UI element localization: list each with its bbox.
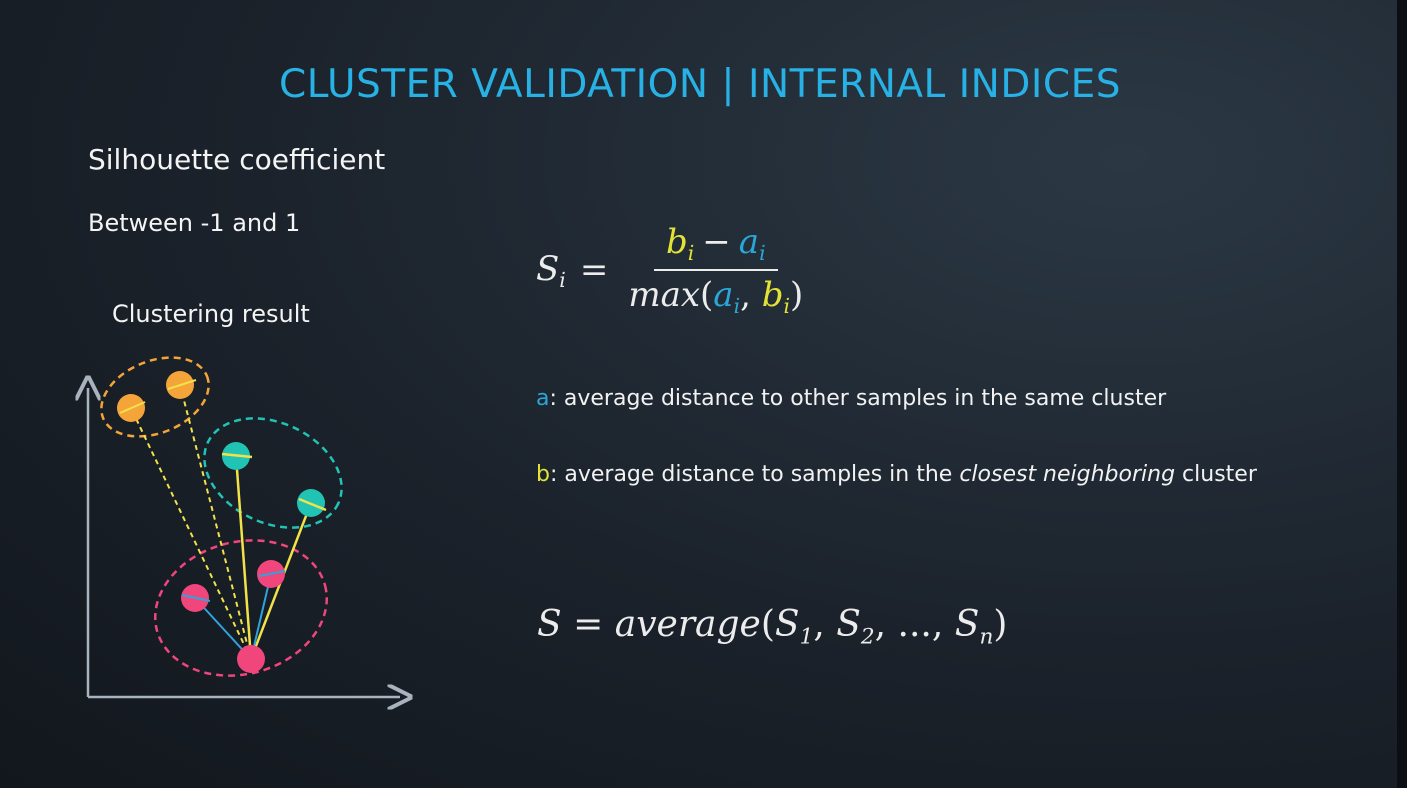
denominator-a: $a_i$ bbox=[713, 275, 741, 319]
formula-fraction bbox=[622, 222, 809, 318]
formula-numerator bbox=[654, 222, 778, 271]
pink-point-sample bbox=[237, 645, 265, 673]
definition-a-text: : average distance to other samples in the same cluster bbox=[549, 386, 1167, 411]
numerator-minus: − bbox=[702, 222, 731, 262]
definition-a bbox=[536, 386, 1166, 411]
diagram-label: Clustering result bbox=[112, 300, 310, 328]
definition-b bbox=[536, 462, 1257, 487]
range-note: Between -1 and 1 bbox=[88, 209, 301, 237]
right-edge-bar bbox=[1397, 0, 1407, 788]
denominator-b: $b_i$ bbox=[761, 275, 791, 319]
formula-lhs: $S_i$ bbox=[536, 248, 566, 292]
definition-b-text-2: cluster bbox=[1175, 462, 1257, 487]
formula-equals: = bbox=[579, 250, 609, 291]
average-formula: $S = average(S_1$, $S_2$, ..., $S_n$) bbox=[537, 604, 1008, 650]
formula-denominator: $\max(a_i$, $b_i$) bbox=[628, 275, 804, 319]
numerator-a: $a_i$ bbox=[738, 222, 766, 266]
clustering-diagram bbox=[60, 340, 420, 710]
definition-a-key: a bbox=[536, 386, 550, 411]
definition-b-text-1: : average distance to samples in the bbox=[549, 462, 960, 487]
orange-cluster-outline bbox=[90, 343, 221, 452]
silhouette-formula bbox=[536, 222, 809, 318]
numerator-b: $b_i$ bbox=[666, 222, 695, 266]
definition-b-key: b bbox=[536, 462, 550, 487]
slide-title: CLUSTER VALIDATION | INTERNAL INDICES bbox=[278, 62, 1122, 107]
slide-subtitle: Silhouette coefficient bbox=[88, 143, 386, 176]
teal-cluster-outline bbox=[187, 397, 360, 548]
definition-b-emphasis: closest neighboring bbox=[959, 462, 1176, 487]
